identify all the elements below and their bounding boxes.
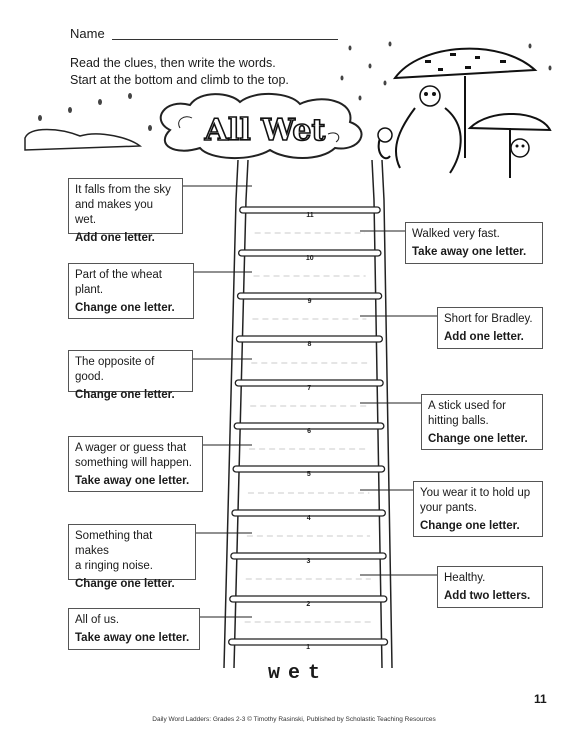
clue-box-2 [437,566,543,608]
instruction-line-2: Start at the bottom and climb to the top. [70,73,289,87]
clue-action: Add two letters. [444,590,531,602]
clue-text: hitting balls. [428,415,489,427]
rung-number: 2 [306,601,311,608]
clue-box-9 [68,263,194,319]
rung-number: 6 [307,428,311,435]
clue-action: Change one letter. [75,302,175,314]
clue-text: Walked very fast. [412,228,500,240]
clue-text: The opposite of good. [75,356,155,383]
clue-box-10 [405,222,543,264]
clue-text: a ringing noise. [75,560,153,572]
rung-number: 5 [306,471,311,478]
clue-box-6 [421,394,543,450]
clue-action: Change one letter. [428,433,528,445]
clue-text: You wear it to hold up [420,487,531,499]
clue-action: Add one letter. [444,331,524,343]
clue-text: plant. [75,284,104,296]
clue-text: your pants. [420,502,477,514]
clue-text: A wager or guess that [75,442,187,454]
clue-text: something will happen. [75,457,192,469]
clue-box-8 [437,307,543,349]
rung-number: 8 [307,341,312,348]
title-text: All Wet [204,113,326,148]
rung-number: 7 [307,385,312,392]
name-label: Name [70,26,105,41]
clue-text: A stick used for [428,400,506,412]
clue-box-5 [68,436,203,492]
clue-action: Take away one letter. [75,632,190,644]
instruction-line-1: Read the clues, then write the words. [70,56,276,70]
start-word: wet [268,662,329,685]
clue-action: Take away one letter. [75,475,190,487]
rung-number: 4 [306,515,311,522]
clue-box-3 [68,524,196,590]
rung-number: 9 [307,298,312,305]
page-number: 11 [534,692,547,706]
rung-number: 10 [305,255,314,262]
clue-text: Something that makes [75,530,153,557]
rung-number: 11 [306,212,314,219]
clue-box-7 [68,350,193,401]
clue-action: Take away one letter. [412,246,527,258]
footer-credit: Daily Word Ladders: Grades 2-3 © Timothy Rasinski, Published by Scholastic Teaching Resources [152,716,436,723]
clue-text: Short for Bradley. [444,313,533,325]
clue-text: It falls from the sky [75,184,171,196]
clue-text: and makes you wet. [75,199,153,226]
rung-number: 1 [306,644,311,651]
clue-action: Add one letter. [75,232,155,244]
clue-action: Change one letter. [75,578,175,590]
clue-action: Change one letter. [420,520,520,532]
clue-text: Healthy. [444,572,486,584]
clue-text: All of us. [75,614,120,626]
clue-text: Part of the wheat [75,269,162,281]
clue-box-1 [68,608,200,650]
clue-box-4 [413,481,543,537]
clue-action: Change one letter. [75,389,175,401]
clue-box-11 [68,178,183,244]
rung-number: 3 [306,558,311,565]
